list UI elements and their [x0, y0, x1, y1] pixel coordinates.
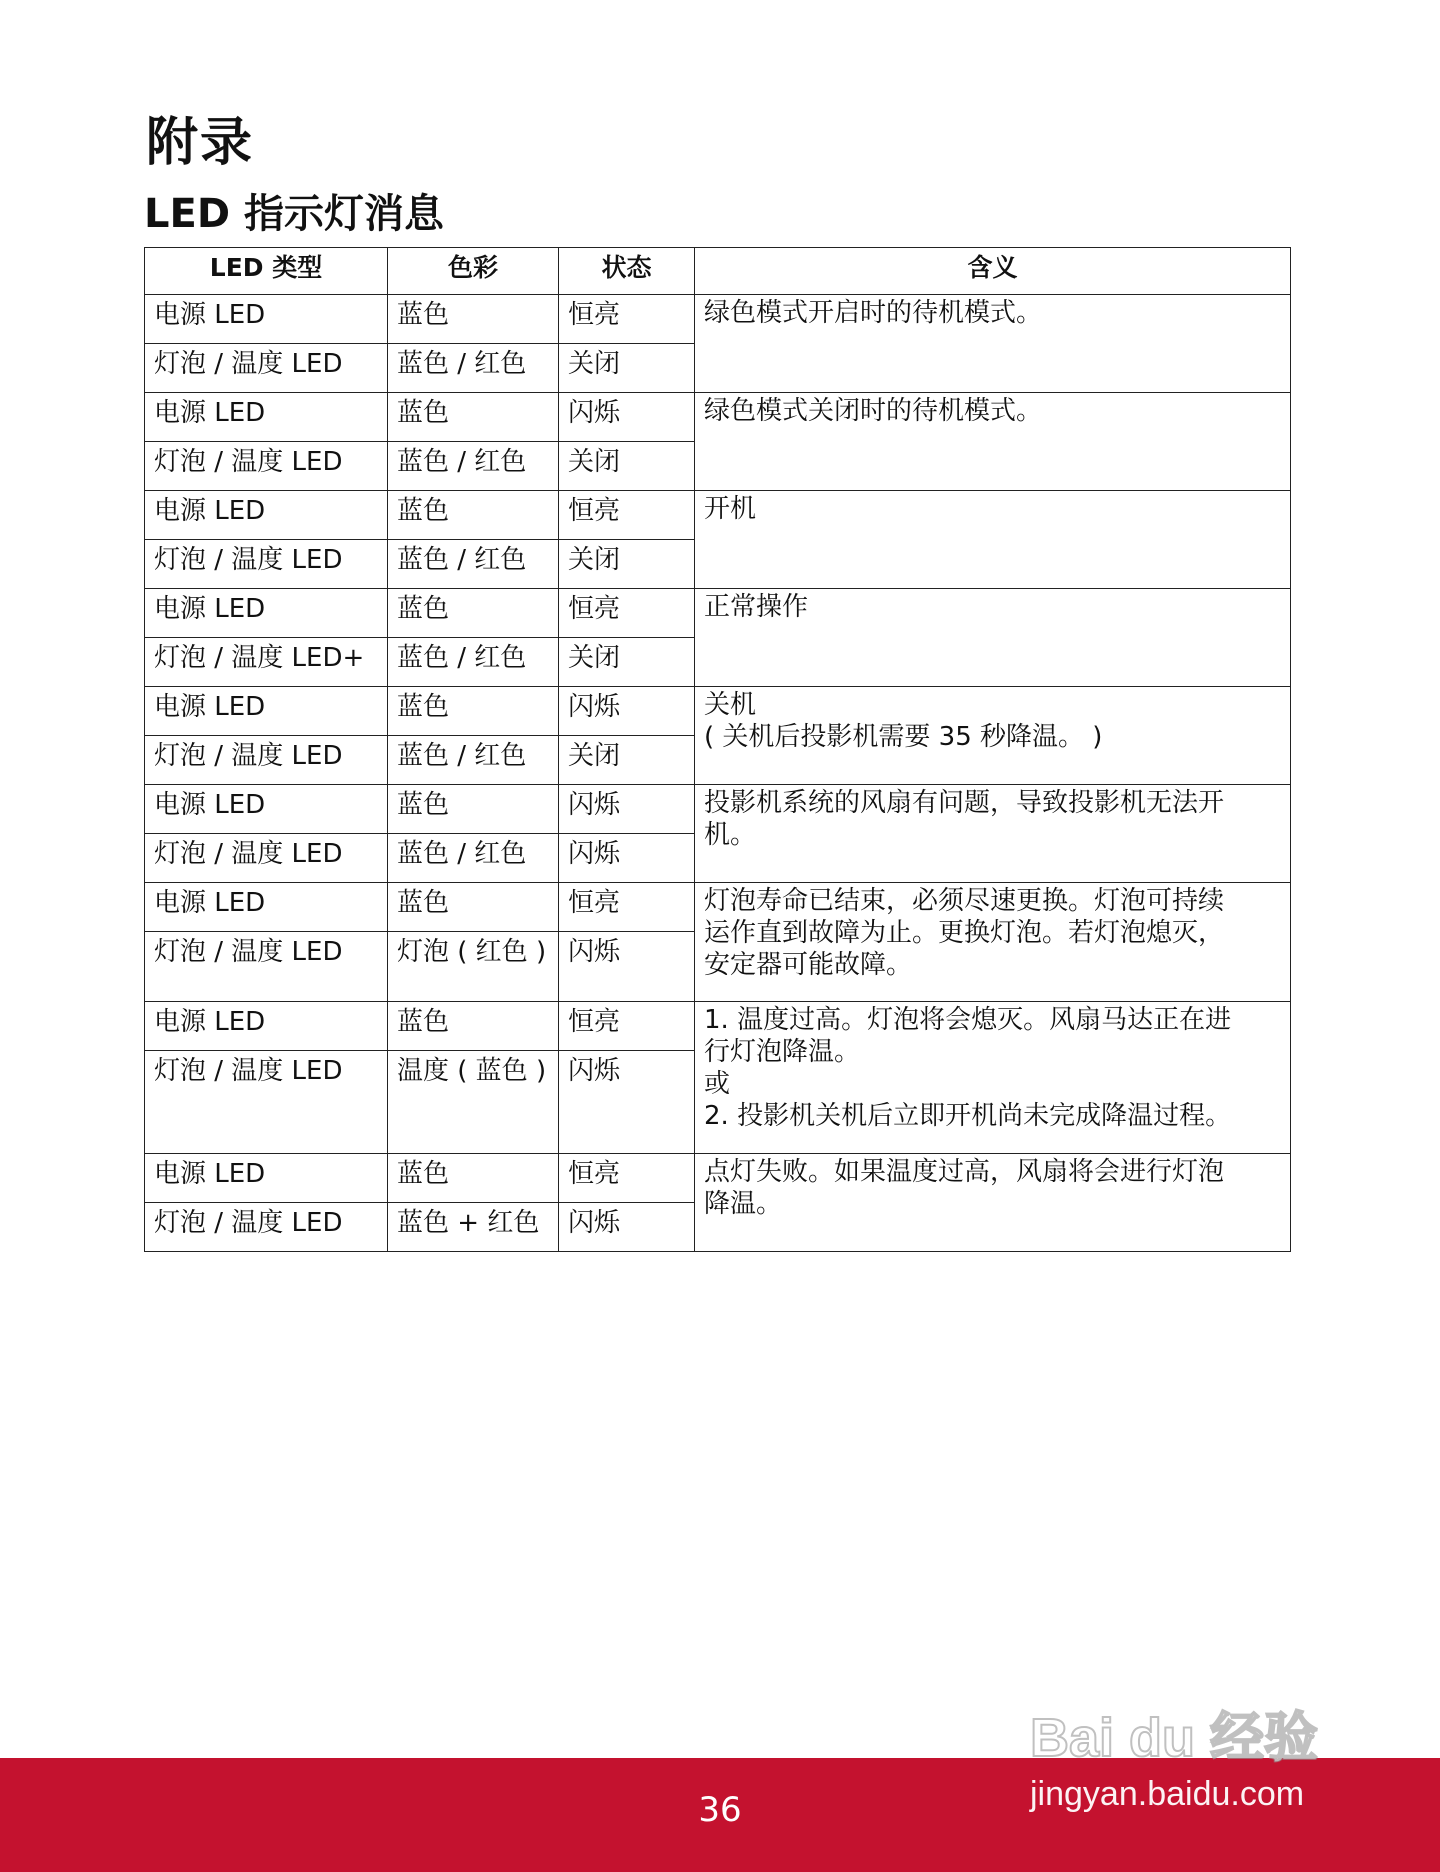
- page-title: 附录: [146, 113, 255, 173]
- cell-color: 蓝色: [388, 1154, 559, 1203]
- cell-color: 蓝色: [388, 589, 559, 638]
- cell-color: 蓝色: [388, 295, 559, 344]
- cell-color: 蓝色 / 红色: [388, 638, 559, 687]
- cell-meaning: 关机 ( 关机后投影机需要 35 秒降温。 ): [695, 687, 1291, 785]
- cell-meaning: 灯泡寿命已结束，必须尽速更换。灯泡可持续 运作直到故障为止。更换灯泡。若灯泡熄灭， 安定器可能故障。: [695, 883, 1291, 1002]
- cell-led-type: 灯泡 / 温度 LED: [145, 442, 388, 491]
- page-number: 36: [698, 1790, 742, 1830]
- cell-led-type: 电源 LED: [145, 1002, 388, 1051]
- cell-meaning: 绿色模式关闭时的待机模式。: [695, 393, 1291, 491]
- cell-led-type: 电源 LED: [145, 687, 388, 736]
- table-row: [145, 1002, 1291, 1051]
- cell-status: 闪烁: [559, 932, 695, 1002]
- cell-led-type: 灯泡 / 温度 LED+: [145, 638, 388, 687]
- section-title: LED 指示灯消息: [144, 191, 444, 237]
- cell-color: 蓝色: [388, 883, 559, 932]
- cell-color: 蓝色 / 红色: [388, 344, 559, 393]
- cell-meaning: 绿色模式开启时的待机模式。: [695, 295, 1291, 393]
- table-row: [145, 1154, 1291, 1203]
- cell-status: 恒亮: [559, 589, 695, 638]
- cell-color: 灯泡 ( 红色 ): [388, 932, 559, 1002]
- cell-color: 温度 ( 蓝色 ): [388, 1051, 559, 1154]
- cell-status: 闪烁: [559, 785, 695, 834]
- cell-color: 蓝色 + 红色: [388, 1203, 559, 1252]
- table-row: [145, 589, 1291, 638]
- table-row: [145, 687, 1291, 736]
- table-body: [145, 295, 1291, 1252]
- header-color: 色彩: [388, 248, 559, 295]
- cell-color: 蓝色 / 红色: [388, 442, 559, 491]
- table-row: [145, 491, 1291, 540]
- cell-color: 蓝色: [388, 687, 559, 736]
- cell-status: 闪烁: [559, 1051, 695, 1154]
- cell-status: 恒亮: [559, 295, 695, 344]
- cell-led-type: 电源 LED: [145, 295, 388, 344]
- cell-status: 关闭: [559, 638, 695, 687]
- table-row: [145, 393, 1291, 442]
- table-row: [145, 785, 1291, 834]
- cell-led-type: 电源 LED: [145, 883, 388, 932]
- cell-led-type: 灯泡 / 温度 LED: [145, 834, 388, 883]
- header-led-type: LED 类型: [145, 248, 388, 295]
- cell-status: 关闭: [559, 736, 695, 785]
- cell-led-type: 灯泡 / 温度 LED: [145, 932, 388, 1002]
- cell-color: 蓝色 / 红色: [388, 540, 559, 589]
- table-row: [145, 883, 1291, 932]
- cell-led-type: 灯泡 / 温度 LED: [145, 736, 388, 785]
- header-status: 状态: [559, 248, 695, 295]
- cell-meaning: 开机: [695, 491, 1291, 589]
- cell-status: 恒亮: [559, 1154, 695, 1203]
- cell-status: 关闭: [559, 442, 695, 491]
- cell-meaning: 点灯失败。如果温度过高，风扇将会进行灯泡 降温。: [695, 1154, 1291, 1252]
- cell-color: 蓝色: [388, 393, 559, 442]
- cell-led-type: 电源 LED: [145, 785, 388, 834]
- cell-meaning: 正常操作: [695, 589, 1291, 687]
- cell-status: 恒亮: [559, 883, 695, 932]
- watermark-brand: Bai du 经验: [1030, 1708, 1319, 1768]
- cell-color: 蓝色: [388, 1002, 559, 1051]
- cell-led-type: 灯泡 / 温度 LED: [145, 540, 388, 589]
- cell-led-type: 灯泡 / 温度 LED: [145, 1203, 388, 1252]
- cell-status: 闪烁: [559, 393, 695, 442]
- cell-color: 蓝色: [388, 491, 559, 540]
- cell-status: 闪烁: [559, 1203, 695, 1252]
- cell-status: 恒亮: [559, 1002, 695, 1051]
- cell-color: 蓝色 / 红色: [388, 736, 559, 785]
- table-header-row: [145, 248, 1291, 295]
- led-indicator-table: [144, 247, 1291, 1252]
- cell-status: 关闭: [559, 540, 695, 589]
- watermark-url: jingyan.baidu.com: [1030, 1775, 1305, 1813]
- cell-led-type: 灯泡 / 温度 LED: [145, 1051, 388, 1154]
- header-meaning: 含义: [695, 248, 1291, 295]
- cell-color: 蓝色: [388, 785, 559, 834]
- cell-led-type: 灯泡 / 温度 LED: [145, 344, 388, 393]
- cell-meaning: 1. 温度过高。灯泡将会熄灭。风扇马达正在进 行灯泡降温。 或 2. 投影机关机后立即开机尚未完成降温过程。: [695, 1002, 1291, 1154]
- cell-led-type: 电源 LED: [145, 589, 388, 638]
- cell-meaning: 投影机系统的风扇有问题，导致投影机无法开 机。: [695, 785, 1291, 883]
- table-row: [145, 295, 1291, 344]
- cell-status: 恒亮: [559, 491, 695, 540]
- cell-led-type: 电源 LED: [145, 393, 388, 442]
- cell-status: 闪烁: [559, 687, 695, 736]
- cell-status: 关闭: [559, 344, 695, 393]
- cell-status: 闪烁: [559, 834, 695, 883]
- cell-led-type: 电源 LED: [145, 491, 388, 540]
- cell-color: 蓝色 / 红色: [388, 834, 559, 883]
- cell-led-type: 电源 LED: [145, 1154, 388, 1203]
